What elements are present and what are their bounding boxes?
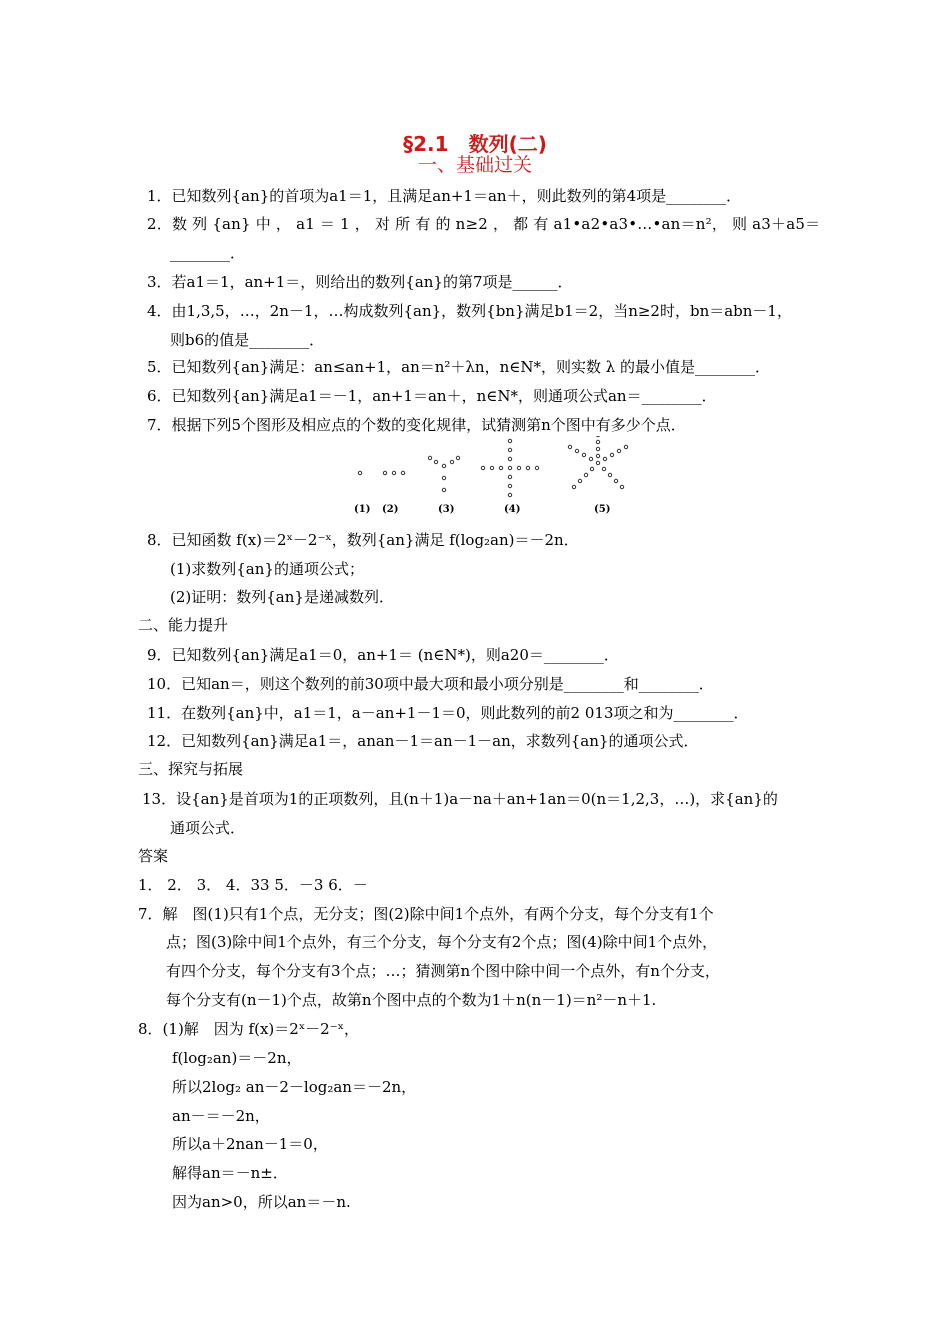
problem-3: 3．若a1＝1，an+1＝，则给出的数列{an}的第7项是______．	[147, 273, 573, 291]
fig-label-2: (2)	[382, 504, 399, 515]
section-heading-ability: 二、能力提升	[138, 616, 229, 634]
answer-8-line2: f(log₂an)＝－2n，	[172, 1049, 302, 1067]
answer-7-line3: 有四个分支，每个分支有3个点；…；猜测第n个图中除中间一个点外，有n个分支，	[166, 962, 720, 980]
fig2-dot	[392, 471, 395, 474]
fig4-dot	[499, 466, 502, 469]
fig2-dot	[401, 471, 404, 474]
problem-8-part1: (1)求数列{an}的通项公式；	[170, 560, 364, 578]
problem-6: 6．已知数列{an}满足a1＝－1，an+1＝an＋，n∈N*，则通项公式an＝________．	[147, 387, 717, 405]
fig5-dot	[620, 485, 623, 488]
problem-13-cont: 通项公式．	[170, 819, 246, 837]
fig5-dot	[568, 445, 571, 448]
problem-2-cont: ________．	[170, 244, 246, 262]
fig5-dot	[610, 453, 613, 456]
fig4-dot	[508, 466, 511, 469]
fig5-dot	[614, 479, 617, 482]
fig5-dot	[584, 473, 587, 476]
fig5-dot	[596, 447, 599, 450]
fig5-dot	[596, 436, 599, 437]
answers-1-to-6: 1． 2． 3． 4．33 5．－3 6．－	[138, 876, 368, 894]
fig-label-5: (5)	[594, 504, 611, 515]
fig4-dot	[508, 439, 511, 442]
answer-8-line5: 所以a＋2nan－1＝0，	[172, 1135, 328, 1153]
answer-8-line4: an－＝－2n，	[172, 1107, 270, 1125]
fig3-dot	[434, 460, 437, 463]
answers-heading: 答案	[138, 847, 169, 865]
problem-4: 4．由1,3,5，…，2n－1，…构成数列{an}，数列{bn}满足b1＝2，当n≥2时，bn＝abn－1，	[147, 302, 792, 320]
answer-8-line1: 8．(1)解 因为 f(x)＝2ˣ－2⁻ˣ，	[138, 1020, 359, 1038]
fig5-dot	[603, 457, 606, 460]
fig3-dot	[450, 460, 453, 463]
answer-8-line7: 因为an>0，所以an＝－n.	[172, 1193, 351, 1211]
answer-7-line1: 7．解 图(1)只有1个点，无分支；图(2)除中间1个点外，有两个分支，每个分支有1个	[138, 905, 714, 923]
answer-7-line4: 每个分支有(n－1)个点，故第n个图中点的个数为1＋n(n－1)＝n²－n＋1.	[166, 991, 657, 1009]
problem-4-cont: 则b6的值是________．	[170, 331, 325, 349]
fig3-dot	[442, 488, 445, 491]
fig5-dot	[590, 467, 593, 470]
fig4-dot	[508, 457, 511, 460]
problem-1: 1．已知数列{an}的首项为a1＝1，且满足an+1＝an＋，则此数列的第4项是________．	[147, 187, 742, 205]
fig5-dot	[596, 454, 599, 457]
fig-label-4: (4)	[504, 504, 521, 515]
fig5-dot	[572, 485, 575, 488]
problem-12: 12．已知数列{an}满足a1＝，anan－1＝an－1－an，求数列{an}的通项公式．	[147, 732, 699, 750]
fig4-dot	[517, 466, 520, 469]
fig4-dot	[508, 493, 511, 496]
answer-8-line3: 所以2log₂ an－2－log₂an＝－2n，	[172, 1078, 417, 1096]
fig4-dot	[526, 466, 529, 469]
section-heading-explore: 三、探究与拓展	[138, 760, 244, 778]
problem-8: 8．已知函数 f(x)＝2ˣ－2⁻ˣ，数列{an}满足 f(log₂an)＝－2n．	[147, 531, 579, 549]
fig-label-1: (1)	[354, 504, 371, 515]
fig2-dot	[383, 471, 386, 474]
problem-13: 13．设{an}是首项为1的正项数列，且(n＋1)a－na＋an+1an＝0(n＝1,2,3，…)，求{an}的	[142, 790, 778, 808]
problem-9: 9．已知数列{an}满足a1＝0，an+1＝ (n∈N*)，则a20＝________．	[147, 646, 619, 664]
fig3-dot	[428, 456, 431, 459]
fig4-dot	[508, 448, 511, 451]
fig3-dot	[442, 464, 445, 467]
fig5-dot	[624, 445, 627, 448]
fig-label-3: (3)	[438, 504, 455, 515]
fig4-dot	[481, 466, 484, 469]
fig5-dot	[596, 461, 599, 464]
fig5-dot	[602, 467, 605, 470]
fig4-dot	[490, 466, 493, 469]
fig3-dot	[442, 476, 445, 479]
fig5-dot	[596, 440, 599, 443]
fig5-dot	[582, 453, 585, 456]
problem-7: 7．根据下列5个图形及相应点的个数的变化规律，试猜测第n个图中有多少个点．	[147, 416, 686, 434]
fig5-dot	[589, 457, 592, 460]
fig4-dot	[508, 484, 511, 487]
problem-10: 10．已知an＝，则这个数列的前30项中最大项和最小项分别是________和________．	[147, 675, 714, 693]
answer-7-line2: 点；图(3)除中间1个点外，有三个分支，每个分支有2个点；图(4)除中间1个点外，	[166, 933, 718, 951]
fig5-dot	[608, 473, 611, 476]
page-title: §2.1 数列(二)	[403, 132, 547, 156]
fig5-dot	[575, 449, 578, 452]
fig4-dot	[535, 466, 538, 469]
fig1-dot	[358, 471, 361, 474]
problem-11: 11．在数列{an}中，a1＝1，a－an+1－1＝0，则此数列的前2 013项之和为________．	[147, 704, 749, 722]
answer-8-line6: 解得an＝－n±．	[172, 1164, 288, 1182]
fig5-dot	[617, 449, 620, 452]
dot-pattern-figure	[340, 436, 640, 516]
problem-2: 2．数 列 {an} 中 ， a1 ＝ 1 ， 对 所 有 的 n≥2 ， 都 有 a1•a2•a3•…•an＝n²， 则 a3＋a5＝	[147, 215, 821, 233]
problem-8-part2: (2)证明：数列{an}是递减数列．	[170, 588, 394, 606]
fig3-dot	[456, 456, 459, 459]
fig5-dot	[578, 479, 581, 482]
section-heading-basic: 一、基础过关	[417, 154, 532, 176]
problem-5: 5．已知数列{an}满足：an≤an+1，an＝n²＋λn，n∈N*，则实数 λ 的最小值是________．	[147, 358, 771, 376]
fig4-dot	[508, 475, 511, 478]
